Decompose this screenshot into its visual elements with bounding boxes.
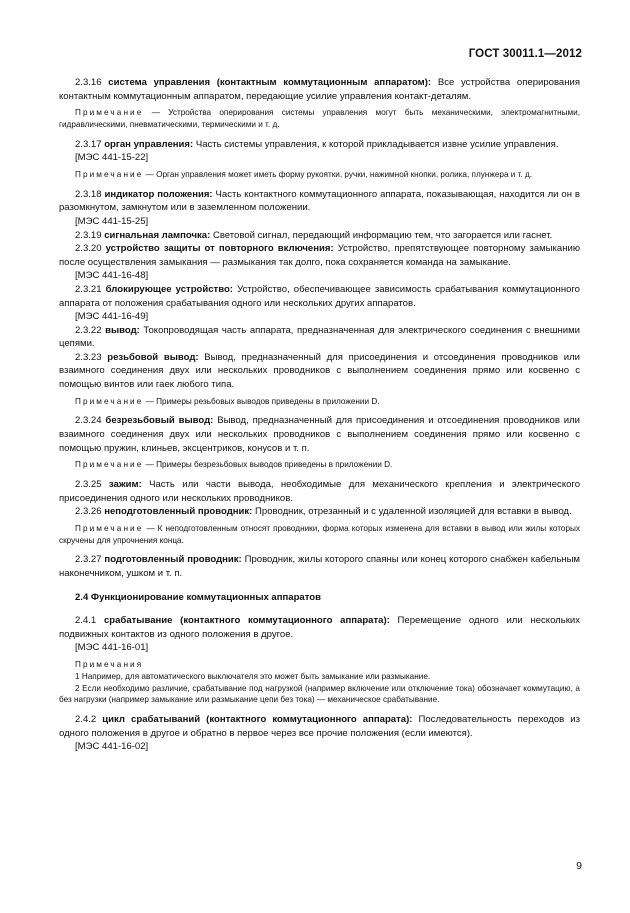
clause-2-4-2 — [59, 713, 580, 740]
term: сигнальная лампочка: — [104, 229, 211, 241]
clause-number: 2.3.24 — [75, 415, 102, 427]
page-number: 9 — [576, 860, 582, 872]
note-text: — Орган управления может иметь форму рукоятки, ручки, нажимной кнопки, ролика, плунжера и т. д. — [145, 169, 533, 179]
reference: [МЭС 441-16-48] — [75, 270, 149, 282]
reference: [МЭС 441-16-02] — [75, 741, 149, 753]
note-item: 1 Например, для автоматического выключателя это может быть замыкание или размыкание. — [75, 671, 431, 681]
clause-2-3-27 — [59, 553, 580, 580]
definition: Все устройства оперирования контактным коммутационным аппаратом, передающие усилие управления контакт-деталям. — [59, 77, 581, 102]
clause-2-3-24 — [59, 414, 580, 455]
clause-number: 2.3.17 — [75, 138, 102, 150]
clause-number: 2.4.2 — [75, 714, 97, 726]
clause-number: 2.3.21 — [75, 283, 102, 295]
note-label: Примечание — [75, 108, 144, 118]
reference: [МЭС 441-15-25] — [75, 215, 149, 227]
clause-2-3-22 — [59, 324, 580, 351]
clause-2-3-17 — [59, 138, 580, 152]
note — [59, 107, 580, 131]
reference: [МЭС 441-16-01] — [75, 642, 149, 654]
clause-2-3-18 — [59, 188, 580, 215]
clause-2-3-26 — [59, 505, 580, 519]
term: резьбовой вывод: — [107, 351, 199, 363]
definition: Токопроводящая часть аппарата, предназначенная для электрического соединения с внешними цепями. — [59, 324, 580, 350]
clause-2-3-21 — [59, 283, 580, 310]
note-label: Примечание — [75, 169, 144, 179]
clause-number: 2.3.25 — [75, 479, 102, 491]
clause-number: 2.4.1 — [75, 615, 97, 627]
term: безрезьбовый вывод: — [105, 415, 214, 427]
note-text: — Примеры резьбовых выводов приведены в приложении D. — [145, 396, 380, 406]
definition: Вывод, предназначенный для присоединения и отсоединения проводников или взаимного соединения двух или нескольких проводников с выполнением соединения прямо или косвенно с помощью пружин, клиньев, эксцентриков, конусов и т. п. — [59, 415, 580, 454]
term: индикатор положения: — [104, 188, 213, 200]
note — [59, 459, 580, 471]
term: срабатывание (контактного коммутационного аппарата): — [103, 615, 390, 627]
note — [59, 523, 580, 547]
clause-2-3-19 — [59, 229, 580, 243]
clause-number: 2.3.22 — [75, 324, 102, 336]
note — [59, 396, 580, 408]
term: неподготовленный проводник: — [104, 506, 253, 518]
clause-number: 2.3.26 — [75, 506, 102, 518]
term: устройство защиты от повторного включения: — [105, 243, 334, 255]
section-heading: 2.4 Функционирование коммутационных аппаратов — [75, 591, 321, 603]
clause-2-3-20 — [59, 242, 580, 269]
term: орган управления: — [104, 138, 194, 150]
term: цикл срабатываний (контактного коммутационного аппарата): — [102, 714, 413, 726]
note-label: Примечание — [75, 460, 144, 470]
clause-2-4-1 — [59, 614, 580, 641]
definition: Световой сигнал, передающий информацию тем, что загорается или гаснет. — [212, 229, 553, 241]
clause-number: 2.3.16 — [75, 77, 102, 88]
definition: Часть или части вывода, необходимые для механического крепления и электрического присоединения одного или нескольких проводников. — [59, 479, 581, 504]
term: вывод: — [105, 324, 140, 336]
note-item: 2 Если необходимо различие, срабатывание под нагрузкой (например включение или отключение тока) обозначает коммутацию, а без нагрузки (например замыкание или размыкание цепи без тока) — механическое срабатывание. — [59, 683, 580, 705]
document-body — [59, 76, 580, 754]
notes-label — [59, 659, 580, 671]
definition: Устройство, обеспечивающее зависимость срабатывания коммутационного аппарата от положения срабатывания одного или нескольких других аппаратов. — [59, 283, 580, 309]
definition: Устройство, препятствующее повторному замыканию после осуществления замыкания — размыкания так долго, пока сохраняется команда на замыкание. — [59, 243, 580, 268]
term: подготовленный проводник: — [104, 554, 242, 566]
definition: Проводник, жилы которого спаяны или конец которого снабжен кабельным наконечником, ушком и т. п. — [59, 554, 580, 580]
clause-number: 2.3.18 — [75, 188, 102, 200]
term: зажим: — [108, 479, 142, 491]
clause-2-3-16 — [59, 76, 580, 103]
clause-number: 2.3.20 — [75, 243, 102, 255]
reference: [МЭС 441-15-22] — [75, 152, 149, 164]
note-label: Примечание — [75, 523, 144, 533]
note — [59, 169, 580, 181]
clause-number: 2.3.27 — [75, 554, 102, 566]
clause-number: 2.3.19 — [75, 229, 102, 241]
note-label: Примечания — [75, 659, 144, 669]
clause-2-3-25 — [59, 478, 580, 505]
definition: Часть контактного коммутационного аппарата, показывающая, находится ли он в разомкнутом, замкнутом или в заземленном положении. — [59, 188, 581, 214]
definition: Последовательность переходов из одного положения в другое и обратно в первое через все прочие положения (если имеются). — [59, 714, 580, 739]
term: система управления (контактным коммутационным аппаратом): — [108, 77, 432, 88]
definition: Вывод, предназначенный для присоединения и отсоединения проводников или взаимного соединения двух или нескольких проводников с выполнением соединения прямо или косвенно с помощью винтов или гаек любого типа. — [59, 351, 580, 391]
note-text: — Примеры безрезьбовых выводов приведены в приложении D. — [145, 460, 393, 470]
clause-2-3-23 — [59, 351, 580, 392]
term: блокирующее устройство: — [105, 283, 233, 295]
definition: Перемещение одного или нескольких подвижных контактов из одного положения в другое. — [59, 615, 581, 640]
document-header: ГОСТ 30011.1—2012 — [468, 48, 582, 60]
note-label: Примечание — [75, 396, 144, 406]
reference: [МЭС 441-16-49] — [75, 311, 149, 323]
definition: Проводник, отрезанный и с удаленной изоляцией для вставки в вывод. — [255, 506, 572, 518]
clause-number: 2.3.23 — [75, 351, 102, 363]
definition: Часть системы управления, к которой прикладывается извне усилие управления. — [195, 138, 559, 150]
note-text: — К неподготовленным относят проводники, форма которых изменена для вставки в вывод или жилы которых скручены для упрочнения конца. — [59, 523, 580, 545]
note-text: — Устройства оперирования системы управления могут быть механическими, электромагнитными, гидравлическими, пневматическими, термическими и т. д. — [59, 108, 580, 129]
